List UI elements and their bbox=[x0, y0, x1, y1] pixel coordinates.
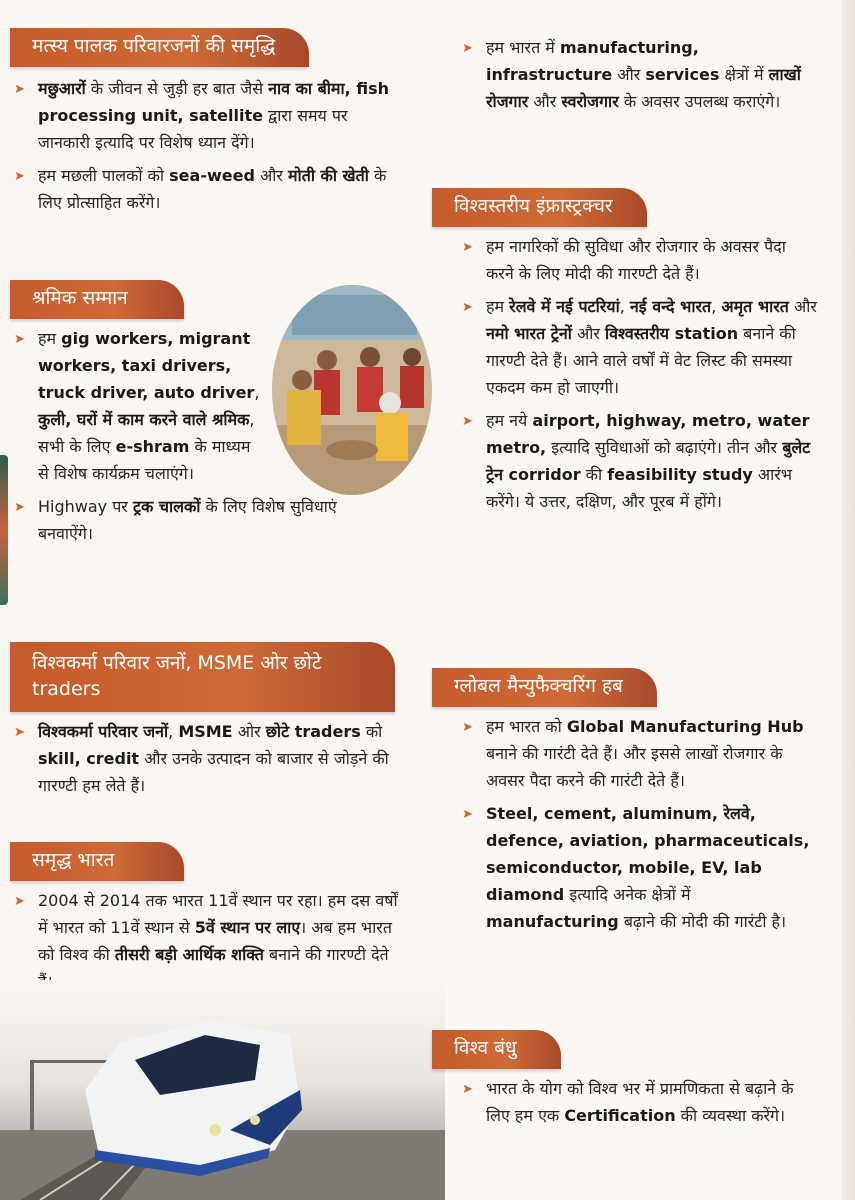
left-edge-image-strip bbox=[0, 455, 8, 605]
text: के लिए विशेष सुविधाएं बनवाऐंगे। bbox=[38, 496, 337, 543]
arrow-bullet-icon: ➤ bbox=[14, 168, 25, 184]
bold-text: manufacturing, infrastructure bbox=[486, 38, 699, 84]
text: , bbox=[711, 296, 722, 316]
arrow-bullet-icon: ➤ bbox=[14, 725, 25, 741]
section-prosperous-india bbox=[10, 842, 430, 995]
bold-text: मछुआरों bbox=[38, 78, 86, 98]
text: बनाने की गारण्टी देते bbox=[269, 944, 389, 964]
text: क्षेत्रों में bbox=[719, 65, 769, 84]
bold-text: 5वें स्थान पर लाए bbox=[194, 917, 301, 937]
right-column-bg bbox=[445, 0, 855, 1200]
bold-text: बुलेट ट्रेन corridor bbox=[486, 437, 811, 484]
text: , bbox=[168, 722, 179, 742]
bullet-list bbox=[10, 718, 405, 799]
bullet-list bbox=[458, 233, 818, 515]
vande-bharat-train-photo bbox=[0, 980, 445, 1200]
section-global-manufacturing-hub bbox=[432, 668, 817, 935]
list-item bbox=[10, 887, 405, 995]
bold-text: Certification bbox=[564, 1105, 676, 1125]
arrow-bullet-icon: ➤ bbox=[462, 41, 473, 56]
text: बढ़ाने की मोदी की गारंटी है। bbox=[618, 911, 787, 931]
bullet-list bbox=[458, 1075, 808, 1129]
workers-photo-illustration bbox=[272, 285, 432, 495]
section-title: विश्वकर्मा परिवार जनों, MSME ओर छोटे traders bbox=[10, 642, 395, 712]
arrow-bullet-icon: ➤ bbox=[462, 413, 473, 429]
text: इत्यादि अनेक क्षेत्रों में bbox=[564, 884, 691, 904]
bold-text: नमो भारत ट्रेनों bbox=[486, 323, 572, 343]
text: , bbox=[254, 382, 260, 402]
list-item bbox=[458, 34, 828, 115]
arrow-bullet-icon: ➤ bbox=[462, 299, 473, 315]
list-item bbox=[10, 718, 405, 799]
text: इत्यादि सुविधाओं को बढ़ाएंगे। तीन और bbox=[546, 437, 783, 457]
section-vishwakarma-msme bbox=[10, 642, 430, 799]
arrow-bullet-icon: ➤ bbox=[14, 81, 25, 97]
bold-text: कुली, घरों में काम करने वाले श्रमिक bbox=[38, 409, 250, 429]
text: के अवसर उपलब्ध कराएंगे। bbox=[618, 92, 781, 111]
list-item bbox=[458, 233, 818, 287]
list-item bbox=[458, 800, 818, 935]
section-world-class-infrastructure bbox=[432, 188, 817, 515]
bold-text: ट्रक चालकों bbox=[132, 496, 201, 516]
text: आरंभ करेंगे। ये उत्तर, दक्षिण, और पूरब में होंगे। bbox=[486, 464, 793, 511]
bold-text: नाव का बीमा, fish processing unit, satellite bbox=[38, 78, 390, 125]
bold-text: स्वरोजगार bbox=[561, 92, 619, 111]
bold-text: airport, highway, metro, water metro, bbox=[486, 410, 810, 457]
section-title: विश्वस्तरीय इंफ्रास्ट्रक्चर bbox=[432, 188, 647, 227]
arrow-bullet-icon: ➤ bbox=[462, 239, 473, 255]
text: के जीवन से जुड़ी हर बात जैसे bbox=[85, 78, 269, 98]
text: बनाने की गारण्टी देते हैं। आने वाले वर्षों में वेट लिस्ट की समस्या एकदम कम हो जाएगी। bbox=[486, 323, 796, 397]
text: और उनके उत्पादन को बाजार से जोड़ने की गारण्टी हम लेते हैं। bbox=[38, 749, 389, 796]
text: हम नये bbox=[486, 410, 533, 430]
list-item bbox=[458, 713, 818, 794]
bullet-list bbox=[10, 887, 405, 995]
arrow-bullet-icon: ➤ bbox=[14, 893, 25, 909]
text: और bbox=[528, 92, 562, 111]
text: भारत के योग को विश्व भर में प्रामणिकता से बढ़ाने के लिए हम एक bbox=[486, 1078, 794, 1125]
text: हम bbox=[486, 296, 510, 316]
bold-text: विश्वकर्मा परिवार जनों bbox=[38, 722, 169, 742]
text: । अब हम भारत को विश्व की bbox=[38, 917, 392, 964]
text: के माध्यम से विशेष कार्यक्रम चलाएंगे। bbox=[38, 436, 251, 483]
section-title: मत्स्य पालक परिवारजनों की समृद्धि bbox=[10, 28, 309, 67]
text: , bbox=[619, 296, 630, 316]
text: हम नागरिकों की सुविधा और रोजगार के अवसर पैदा करने के लिए मोदी की गारण्टी देते हैं। bbox=[486, 236, 786, 283]
page-edge bbox=[841, 0, 855, 1200]
list-item bbox=[10, 493, 370, 547]
text: Highway पर bbox=[38, 496, 133, 516]
bullet-list bbox=[458, 713, 818, 935]
workers-photo bbox=[272, 285, 432, 495]
bold-text: नई वन्दे भारत bbox=[629, 296, 712, 316]
bold-text: manufacturing bbox=[486, 911, 619, 931]
bold-text: services bbox=[645, 65, 720, 84]
bullet-list bbox=[10, 75, 390, 216]
text: की bbox=[580, 464, 608, 484]
text: ओर bbox=[232, 722, 266, 742]
bold-text: अमृत भारत bbox=[721, 296, 789, 316]
text: और bbox=[612, 65, 646, 84]
bold-text: Global Manufacturing Hub bbox=[566, 716, 804, 736]
bold-text: skill, credit bbox=[38, 749, 140, 769]
bold-text: छोटे traders bbox=[265, 722, 361, 742]
text: और bbox=[571, 323, 605, 343]
bullet-list bbox=[458, 34, 828, 115]
bold-text: मोती की खेती bbox=[287, 165, 369, 185]
bold-text: लाखों रोजगार bbox=[486, 65, 801, 111]
bold-text: e-shram bbox=[115, 436, 190, 456]
text: और bbox=[788, 296, 817, 316]
bold-text: रेलवे में नई पटरियां bbox=[509, 296, 620, 316]
bold-text: Steel, cement, aluminum, रेलवे, defence, aviation, pharmaceuticals, semiconductor, mobile, EV, lab diamond bbox=[486, 803, 810, 904]
list-item bbox=[10, 75, 390, 156]
list-item bbox=[458, 293, 818, 401]
section-title: समृद्ध भारत bbox=[10, 842, 184, 881]
train-illustration bbox=[0, 980, 445, 1200]
bold-text: feasibility study bbox=[607, 464, 753, 484]
bold-text: MSME bbox=[178, 722, 233, 742]
bold-text: तीसरी बड़ी आर्थिक शक्ति bbox=[114, 944, 264, 964]
bold-text: विश्वस्तरीय station bbox=[604, 323, 739, 343]
arrow-bullet-icon: ➤ bbox=[14, 499, 25, 515]
section-title: ग्लोबल मैन्युफैक्चरिंग हब bbox=[432, 668, 657, 707]
list-item bbox=[458, 1075, 808, 1129]
arrow-bullet-icon: ➤ bbox=[462, 806, 473, 822]
text: 2004 से 2014 तक भारत 11वें स्थान पर रहा। हम दस वर्षों में भारत को 11वें स्थान से bbox=[38, 890, 398, 937]
list-item bbox=[10, 162, 390, 216]
text: हम भारत में bbox=[486, 38, 560, 57]
section-title: श्रमिक सम्मान bbox=[10, 280, 184, 319]
arrow-bullet-icon: ➤ bbox=[14, 331, 25, 347]
bold-text: gig workers, migrant workers, taxi drivers, truck driver, auto driver bbox=[38, 328, 255, 402]
arrow-bullet-icon: ➤ bbox=[462, 719, 473, 735]
bold-text: sea-weed bbox=[169, 165, 255, 185]
section-vishwa-bandhu bbox=[432, 1030, 817, 1129]
text: , सभी के लिए bbox=[38, 409, 255, 456]
arrow-bullet-icon: ➤ bbox=[462, 1081, 473, 1097]
text: की व्यवस्था करेंगे। bbox=[675, 1105, 786, 1125]
section-employment bbox=[458, 34, 828, 115]
section-fisher-prosperity bbox=[10, 28, 430, 216]
text: और bbox=[254, 165, 288, 185]
text: हम bbox=[38, 328, 62, 348]
text: बनाने की गारंटी देते हैं। और इससे लाखों रोजगार के अवसर पैदा करने की गारंटी देते हैं। bbox=[486, 743, 783, 790]
text: को bbox=[360, 722, 383, 742]
text: हम मछली पालकों को bbox=[38, 165, 170, 185]
list-item bbox=[458, 407, 818, 515]
text: द्वारा समय पर जानकारी इत्यादि पर विशेष ध्यान देंगे। bbox=[38, 105, 348, 152]
text: हम भारत को bbox=[486, 716, 567, 736]
text: के लिए प्रोत्साहित करेंगे। bbox=[38, 165, 387, 212]
section-title: विश्व बंधु bbox=[432, 1030, 561, 1069]
